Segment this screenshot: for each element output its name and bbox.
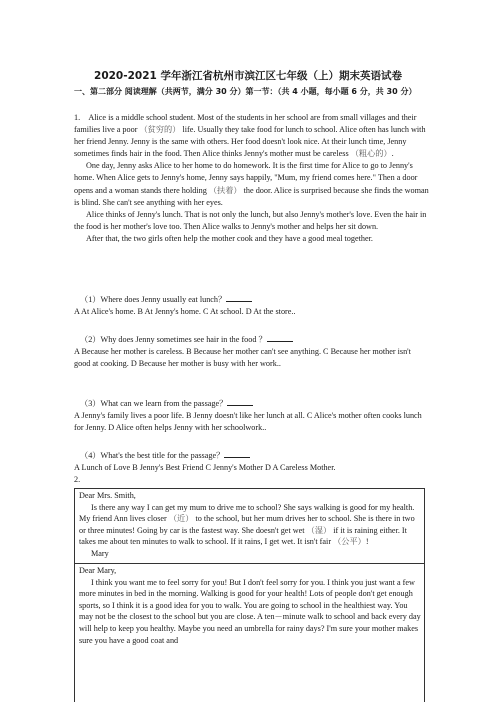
text: to the school, but her mum drives her to school. She is there in two or three minutes! Going by car is the fastest way. She doesn't get wet xyxy=(79,514,415,535)
text: One day, Jenny asks Alice to her home to do homework. It is the first time for Alice to go to Jenny's home. When Alice gets to Jenny's home, Jenny says happily, "Mum, my friend comes here." Then a door opens and a woman stands there holding xyxy=(74,161,418,195)
page-title: 2020-2021 学年浙江省杭州市滨江区七年级（上）期末英语试卷 xyxy=(94,70,402,82)
letter-body: I think you want me to feel sorry for you! But I don't feel sorry for you. I think you just want a few more minutes in bed in the morning. Walking is good for your health! Lots of people don't get enough sports, so I think it is a good idea for you to walk. You are going to school in the healthiest way. You may not be the closest to the school but you are close. A ten－minute walk to school and back every day will help to keep you healthy. Maybe you need an umbrella for rainy days? I'm sure your mother makes sure you have a good coat and xyxy=(79,577,421,645)
letter-salutation: Dear Mary, xyxy=(79,566,117,575)
question-number: 1. xyxy=(74,113,81,122)
letter-to-mrs-smith xyxy=(79,490,422,560)
text: if it is raining either. It takes me about ten minutes to walk to school. If it rains, I get wet. It isn't fair xyxy=(79,525,407,547)
text: . xyxy=(391,149,394,159)
question-stem: （3）What can we learn from the passage？ xyxy=(80,399,228,408)
answer-blank[interactable] xyxy=(267,334,293,342)
text: the door. Alice is surprised because she finds the woman is blind. She can't see anything with her eyes. xyxy=(74,185,429,207)
gloss: （扶着） xyxy=(208,185,242,195)
question-stem: （2）Why does Jenny sometimes see hair in the food ？ xyxy=(80,335,267,344)
question-options: A Jenny's family lives a poor life. B Jenny doesn't like her lunch at all. C Alice's mother often cooks lunch for Jenny. D Alice often helps Jenny with her schoolwork.. xyxy=(74,411,422,432)
gloss: （近） xyxy=(168,514,194,524)
question-stem: （1）Where does Jenny usually eat lunch？ xyxy=(80,295,227,304)
text: ! xyxy=(365,537,369,547)
answer-blank[interactable] xyxy=(224,450,250,458)
question-3 xyxy=(74,398,429,434)
letter-signature: Mary xyxy=(91,548,109,558)
question-1 xyxy=(74,294,429,318)
passage-1-paragraph-1 xyxy=(74,112,429,160)
question-4 xyxy=(74,450,429,486)
question-options: A At Alice's home. B At Jenny's home. C At school. D At the store.. xyxy=(74,307,296,316)
answer-blank[interactable] xyxy=(226,294,252,302)
gloss: （湿） xyxy=(306,525,332,535)
question-options: A Because her mother is careless. B Because her mother can't see anything. C Because her mother isn't good at cooking. D Because her mother is busy with her work.. xyxy=(74,347,411,368)
text: Is there any way I can get my mum to drive me to school? She says walking is good for my health. My friend Ann lives closer xyxy=(79,502,415,524)
gloss: （粗心的） xyxy=(350,149,392,159)
letter-to-mary xyxy=(79,565,422,646)
passage-1-paragraph-2 xyxy=(74,160,429,208)
question-stem: （4）What's the best title for the passage？ xyxy=(80,451,225,460)
question-2 xyxy=(74,334,429,370)
passage-1-paragraph-3: Alice thinks of Jenny's lunch. That is not only the lunch, but also Jenny's mother's love. Even the hair in the food is her mother's love too. Then Alice walks to Jenny's mother and helps her sit down. xyxy=(74,209,427,231)
question-options: A Lunch of Love B Jenny's Best Friend C Jenny's Mother D A Careless Mother. xyxy=(74,463,336,472)
text: Alice is a middle school student. Most of the students in her school are from small villages and their families live a poor xyxy=(74,113,417,135)
passage-1-paragraph-4: After that, the two girls often help the mother cook and they have a good meal together. xyxy=(86,233,373,243)
text: life. Usually they take food for lunch to school. Alice often has lunch with her friend Jenny. Jenny is the same with others. Her food doesn't look nice. At their lunch time, Jenny sometimes finds hair in the food. Then Alice thinks Jenny's mother must be careless xyxy=(74,125,426,159)
table-divider xyxy=(75,563,424,564)
question-number: 2. xyxy=(74,475,81,484)
letter-salutation: Dear Mrs. Smith, xyxy=(79,491,136,500)
gloss: （贫穷的） xyxy=(139,125,181,135)
section-heading: 一、第二部分 阅读理解（共两节，满分 30 分）第一节：（共 4 小题，每小题 6 分，共 30 分） xyxy=(74,87,417,96)
gloss: （公平） xyxy=(333,537,366,547)
answer-blank[interactable] xyxy=(227,398,253,406)
passage-1 xyxy=(74,112,429,245)
letters-table xyxy=(74,488,425,702)
